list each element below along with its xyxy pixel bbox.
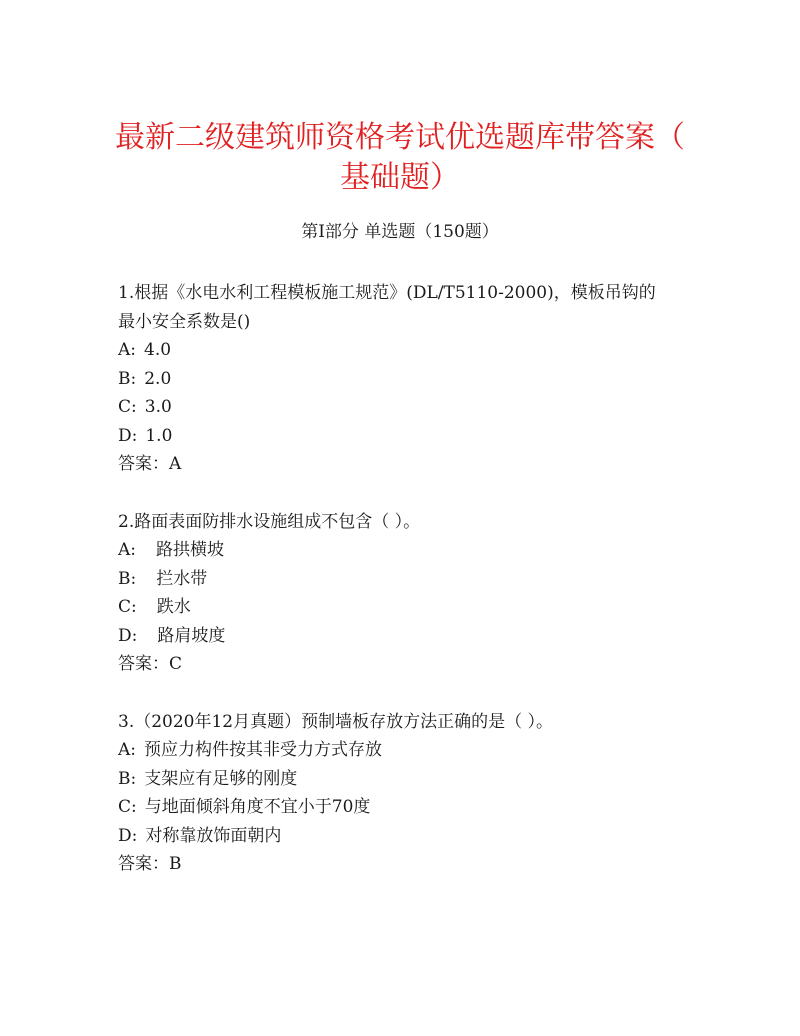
- question-1-option-a: [118, 338, 171, 362]
- option-text: 4.0: [144, 340, 172, 360]
- document-title-line-2: 基础题）: [340, 160, 460, 195]
- question-2-option-c: [118, 595, 191, 619]
- document-title: [100, 118, 700, 198]
- question-2-option-b: [118, 567, 207, 591]
- option-text: 预应力构件按其非受力方式存放: [144, 740, 383, 760]
- option-text: 跌水: [156, 597, 191, 617]
- question-1-answer: 答案：A: [118, 454, 182, 474]
- option-label: C:: [118, 397, 137, 417]
- option-label: B:: [118, 769, 137, 789]
- option-text: 3.0: [144, 397, 172, 417]
- option-text: 路拱横坡: [156, 540, 225, 560]
- option-label: C:: [118, 797, 137, 817]
- option-text: 拦水带: [156, 569, 208, 589]
- question-3-answer: 答案：B: [118, 854, 182, 874]
- question-2-answer: 答案：C: [118, 654, 183, 674]
- question-2-stem: 2.路面表面防排水设施组成不包含（ ）。: [118, 512, 421, 532]
- question-3-option-d: [118, 824, 281, 848]
- option-text: 2.0: [144, 369, 172, 389]
- question-1-option-d: [118, 424, 172, 448]
- option-label: A:: [118, 540, 137, 560]
- question-3-option-a: [118, 738, 382, 762]
- question-2-option-d: [118, 624, 225, 648]
- section-heading: 第I部分 单选题（150题）: [301, 222, 499, 242]
- question-3-stem: 3.（2020年12月真题）预制墙板存放方法正确的是（ ）。: [118, 712, 554, 732]
- question-1-stem-line-1: 1.根据《水电水利工程模板施工规范》(DL/T5110-2000)，模板吊钩的: [118, 283, 656, 303]
- option-label: A:: [118, 740, 137, 760]
- document-title-line-1: 最新二级建筑师资格考试优选题库带答案（: [115, 120, 685, 155]
- option-label: B:: [118, 369, 137, 389]
- option-label: D:: [118, 626, 138, 646]
- option-label: D:: [118, 826, 138, 846]
- option-label: C:: [118, 597, 137, 617]
- option-label: A:: [118, 340, 137, 360]
- question-2-option-a: [118, 538, 224, 562]
- question-1-option-b: [118, 367, 171, 391]
- question-1-stem-line-2: 最小安全系数是(): [118, 312, 251, 332]
- option-text: 路肩坡度: [157, 626, 226, 646]
- question-3-option-c: [118, 795, 370, 819]
- option-text: 与地面倾斜角度不宜小于70度: [144, 797, 371, 817]
- option-text: 支架应有足够的刚度: [144, 769, 298, 789]
- option-text: 1.0: [145, 426, 173, 446]
- question-1-option-c: [118, 395, 172, 419]
- option-text: 对称靠放饰面朝内: [145, 826, 282, 846]
- option-label: D:: [118, 426, 138, 446]
- question-3-option-b: [118, 767, 297, 791]
- option-label: B:: [118, 569, 137, 589]
